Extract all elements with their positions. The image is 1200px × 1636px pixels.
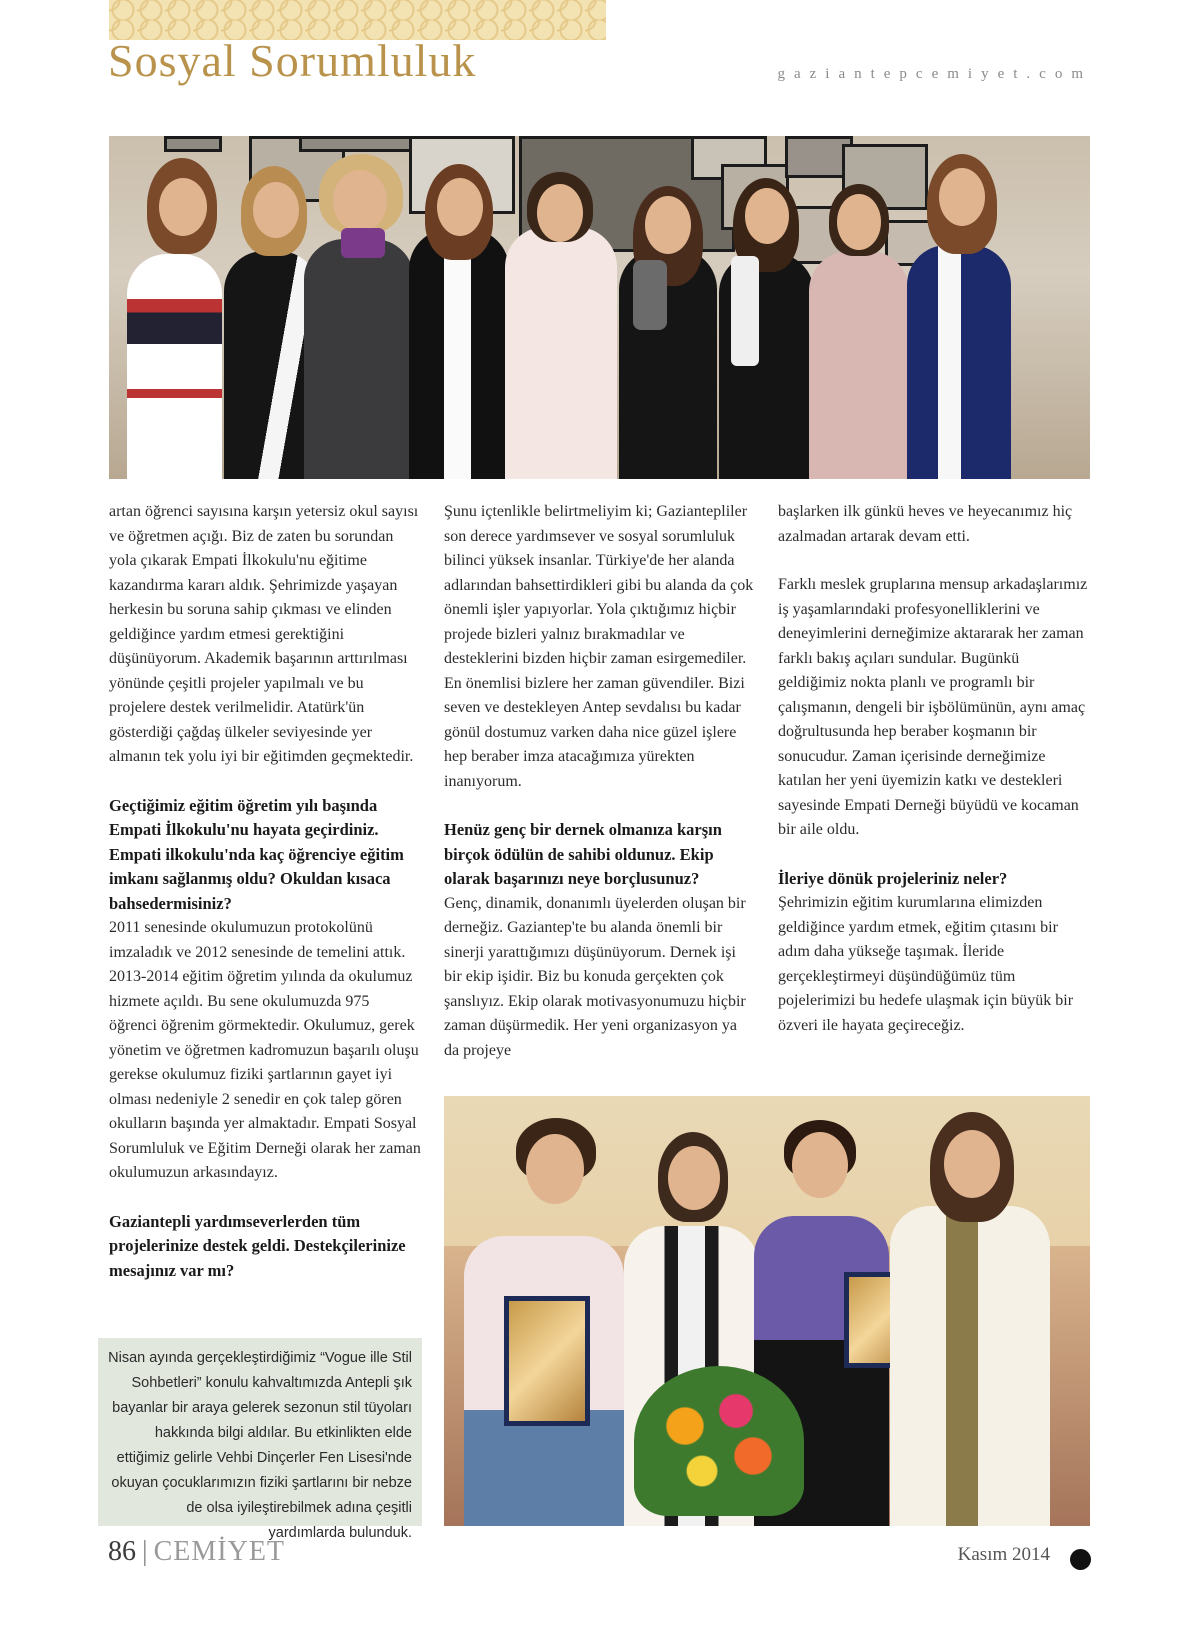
face xyxy=(537,184,583,242)
section-title: Sosyal Sorumluluk xyxy=(108,35,477,86)
body-paragraph: Farklı meslek gruplarına mensup arkadaşlarımız iş yaşamlarındaki profesyonelliklerini ve deneyimlerini derneğimize aktararak her zaman farklı bakış açıları sundular. Bugünkü geldiğimiz nokta planlı ve programlı bir çalışmanın, dengeli bir işbölümünün, aynı amaç doğrultusunda hep beraber koşmanın bir sonucudur. Zaman içerisinde derneğimize katılan her yeni üyemizin katkı ve destekleri sayesinde Empati Derneği büyüdü ve kocaman bir aile oldu. xyxy=(778,576,1088,838)
award-photo xyxy=(444,1096,1090,1526)
body-paragraph: başlarken ilk günkü heves ve heyecanımız hiç azalmadan artarak devam etti. xyxy=(778,503,1073,545)
face xyxy=(526,1134,584,1204)
group-photo xyxy=(109,136,1090,479)
face xyxy=(159,178,207,236)
interview-question: Gaziantepli yardımseverlerden tüm projelerinize destek geldi. Destekçilerinize mesajınız var mı? xyxy=(109,1211,406,1280)
interview-question: İleriye dönük projeleriniz neler? xyxy=(778,868,1008,888)
person-5 xyxy=(505,227,617,479)
interview-answer: 2011 senesinde okulumuzun protokolünü imzaladık ve 2012 senesinde de temelini attık. 2013-2014 eğitim öğretim yılında da okulumuz hizmete açıldı. Bu sene okulumuzda 975 öğrenci öğrenim görmektedir. Okulumuz, gerek yönetim ve öğretmen kadromuzun başarılı oluşu gerekse okulumuz fiziki şartlarının gayet iyi olması nedeniyle 2 senedir en çok talep gören okulların başında yer almaktadır. Empati Sosyal Sorumluluk ve Eğitim Derneği olarak her zaman okulumuzun arkasındayız. xyxy=(109,919,421,1181)
wall-frame xyxy=(164,136,222,152)
footer-dot-icon xyxy=(1070,1549,1091,1570)
wall-frame xyxy=(299,136,425,152)
body-paragraph: Şunu içtenlikle belirtmeliyim ki; Gaziantepliler son derece yardımsever ve sosyal sorumluluk bilinci yüksek insanlar. Türkiye'de her alanda adlarından bahsettirdikleri gibi bu alanda da çok önemli işler yapıyorlar. Yola çıktığımız hiçbir projede bizleri yalnız bırakmadılar ve desteklerini bizden hiçbir zaman esirgemediler. En önemlisi bizlere her zaman güvendiler. Bizi seven ve destekleyen Antep sevdalısı bu kadar gönül dostumuz varken daha nice güzel işlere hep beraber imza atacağımıza yürekten inanıyorum. xyxy=(444,503,754,790)
face xyxy=(745,188,789,244)
page-number: 86 xyxy=(108,1536,136,1567)
flower-bouquet xyxy=(634,1366,804,1516)
photo-caption: Nisan ayında gerçekleştirdiğimiz “Vogue ille Stil Sohbetleri” konulu kahvaltımızda Antepli şık bayanlar bir araya gelerek sezonun stil tüyoları hakkında bilgi aldılar. Bu etkinlikten elde ettiğimiz gelirle Vehbi Dinçerler Fen Lisesi'nde okuyan çocuklarımızın fiziki şartlarını bir nebze de olsa iyileştirebilmek adına çeşitli yardımlarda bulunduk. xyxy=(98,1338,422,1526)
face xyxy=(944,1130,1000,1198)
face xyxy=(437,178,483,236)
face xyxy=(645,196,691,254)
scarf xyxy=(341,228,385,258)
footer-branding xyxy=(108,1536,285,1568)
person-9 xyxy=(907,245,1011,479)
magazine-name: CEMİYET xyxy=(153,1536,286,1567)
face xyxy=(792,1132,848,1198)
face xyxy=(837,194,881,250)
person-3 xyxy=(304,239,414,479)
face xyxy=(668,1146,720,1210)
interview-question: Geçtiğimiz eğitim öğretim yılı başında Empati İlkokulu'nu hayata geçirdiniz. Empati ilkokulu'nda kaç öğrenciye eğitim imkanı sağlanmış oldu? Okuldan kısaca bahsedermisiniz? xyxy=(109,795,404,913)
scarf xyxy=(731,256,759,366)
scarf xyxy=(633,260,667,330)
interview-answer: Genç, dinamik, donanımlı üyelerden oluşan bir derneğiz. Gaziantep'te bu alanda önemli bir sinerji yarattığımızı düşünüyorum. Dernek işi bir ekip işidir. Biz bu konuda gerçekten çok şanslıyız. Ekip olarak motivasyonumuzu hiçbir zaman düşürmedik. Her yeni organizasyon ya da projeye xyxy=(444,894,746,1059)
footer-separator: | xyxy=(142,1536,148,1567)
text-column-1 xyxy=(109,500,421,1283)
text-column-3 xyxy=(778,500,1090,1062)
interview-question: Henüz genç bir dernek olmanıza karşın birçok ödülün de sahibi oldunuz. Ekip olarak başarınızı neye borçlusunuz? xyxy=(444,820,722,888)
person-4 xyxy=(409,229,509,479)
face xyxy=(333,170,387,232)
website-url: gaziantepcemiyet.com xyxy=(777,66,1092,82)
body-paragraph: artan öğrenci sayısına karşın yetersiz okul sayısı ve öğretmen açığı. Biz de zaten bu sorundan yola çıkarak Empati İlkokulu'nu eğitime kazandırma kararı aldık. Şehrimizde yaşayan herkesin bu soruna sahip çıkması ve elinden geldiğince yardım etmesi gerektiğini düşünüyorum. Akademik başarının arttırılması yönünde çeşitli projeler yapılmalı ve bu projelere destek verilmelidir. Atatürk'ün gösterdiği çağdaş ülkeler seviyesinde yer almanın tek yolu iyi bir eğitimden geçmektedir. xyxy=(109,503,419,765)
person-4 xyxy=(890,1206,1050,1526)
issue-date: Kasım 2014 xyxy=(957,1544,1050,1565)
award-plaque xyxy=(504,1296,590,1426)
face xyxy=(253,182,299,238)
person-1 xyxy=(127,254,222,479)
person-8 xyxy=(809,251,909,479)
text-column-2 xyxy=(444,500,756,1087)
interview-answer: Şehrimizin eğitim kurumlarına elimizden geldiğince yardım etmek, eğitim çıtasını bir adım daha yükseğe taşımak. İleride gerçekleştirmeyi düşündüğümüz tüm pojelerimizi bu hedefe ulaşmak için büyük bir özveri ile hayata geçireceğiz. xyxy=(778,894,1074,1034)
face xyxy=(939,168,985,226)
